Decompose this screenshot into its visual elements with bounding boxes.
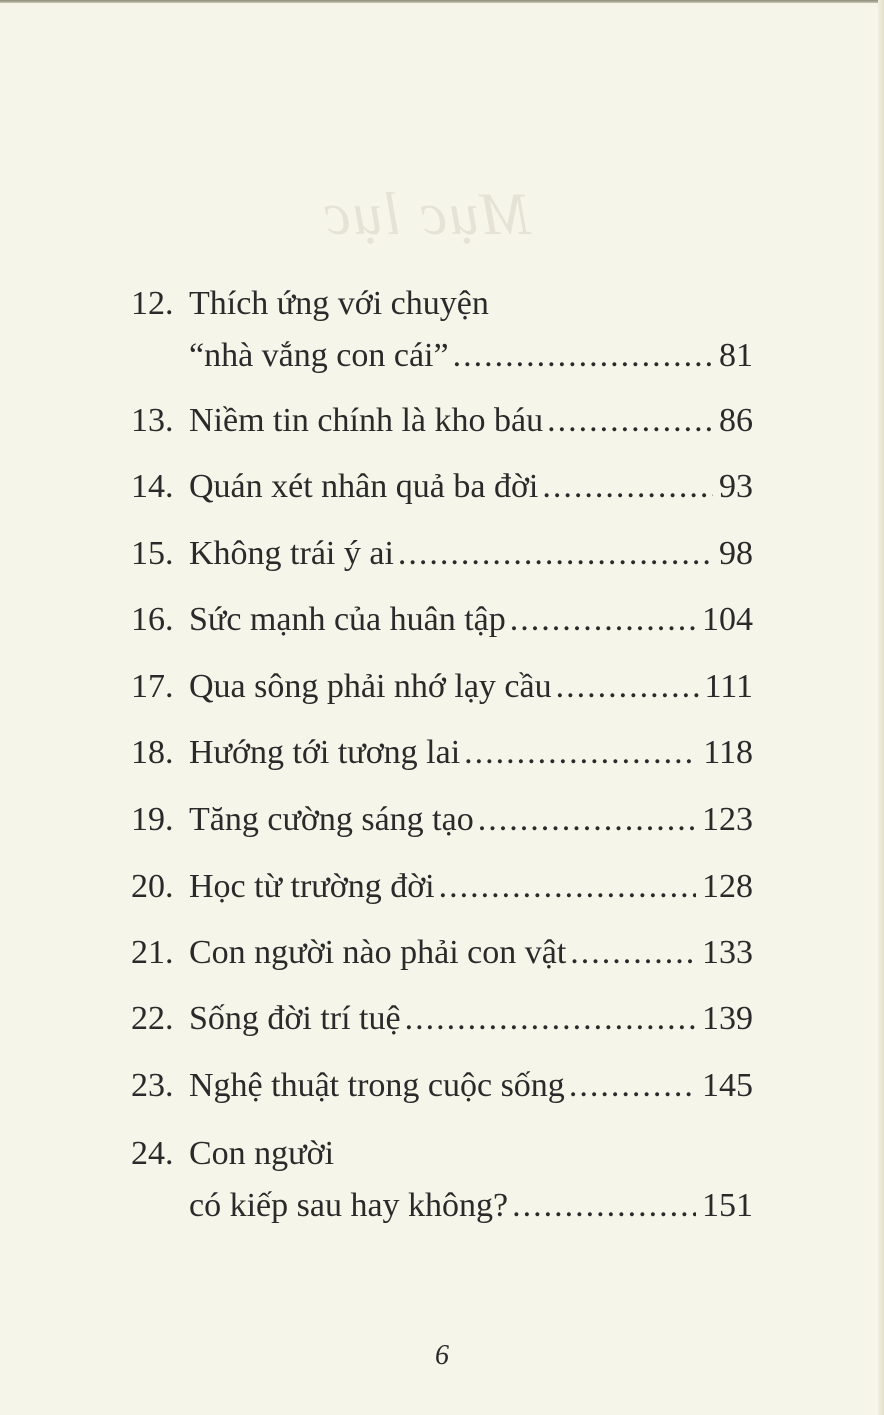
entry-title-continued: “nhà vắng con cái” <box>189 337 449 374</box>
entry-title: Hướng tới tương lai <box>189 734 461 771</box>
dot-leader <box>512 1186 696 1226</box>
entry-title: Tăng cường sáng tạo <box>189 801 474 838</box>
dot-leader <box>569 1066 696 1106</box>
entry-title: Con người nào phải con vật <box>189 934 567 971</box>
toc-entry-18[interactable] <box>131 733 753 773</box>
entry-title: Niềm tin chính là kho báu <box>189 402 544 439</box>
toc-entry-12[interactable] <box>131 284 753 376</box>
dot-leader <box>478 800 696 840</box>
entry-title: Sống đời trí tuệ <box>189 1000 401 1037</box>
entry-title-continued: có kiếp sau hay không? <box>189 1187 509 1224</box>
entry-page: 123 <box>702 801 753 838</box>
entry-title: Học từ trường đời <box>189 868 435 905</box>
dot-leader <box>464 733 697 773</box>
toc-entry-24[interactable] <box>131 1134 753 1226</box>
toc-entry-22[interactable] <box>131 999 753 1039</box>
entry-title: Qua sông phải nhớ lạy cầu <box>189 668 552 705</box>
dot-leader <box>398 534 713 574</box>
entry-page: 86 <box>719 402 753 439</box>
entry-title: Quán xét nhân quả ba đời <box>189 468 539 505</box>
entry-number: 22. <box>131 1000 174 1037</box>
dot-leader <box>405 999 696 1039</box>
dot-leader <box>547 401 713 441</box>
toc-entry-21[interactable] <box>131 933 753 973</box>
entry-page: 118 <box>703 734 753 771</box>
entry-title: Thích ứng với chuyện <box>189 285 489 322</box>
entry-page: 145 <box>702 1067 753 1104</box>
entry-title: Con người <box>189 1135 335 1172</box>
entry-number: 20. <box>131 868 174 905</box>
toc-entry-15[interactable] <box>131 534 753 574</box>
entry-title: Sức mạnh của huân tập <box>189 601 506 638</box>
entry-title: Nghệ thuật trong cuộc sống <box>189 1067 565 1104</box>
entry-page: 111 <box>704 668 753 705</box>
dot-leader <box>453 336 713 376</box>
toc-entry-20[interactable] <box>131 867 753 907</box>
entry-page: 93 <box>719 468 753 505</box>
entry-number: 19. <box>131 801 174 838</box>
page-number: 6 <box>435 1340 449 1371</box>
toc-entry-16[interactable] <box>131 600 753 640</box>
dot-leader <box>542 467 713 507</box>
show-through-heading: Mục lục <box>322 181 531 247</box>
entry-number: 12. <box>131 285 174 322</box>
entry-page: 128 <box>702 868 753 905</box>
entry-number: 24. <box>131 1135 174 1172</box>
entry-page: 81 <box>719 337 753 374</box>
dot-leader <box>439 867 696 907</box>
entry-page: 98 <box>719 535 753 572</box>
entry-number: 23. <box>131 1067 174 1104</box>
toc-entry-23[interactable] <box>131 1066 753 1106</box>
toc-entry-17[interactable] <box>131 667 753 707</box>
entry-number: 17. <box>131 668 174 705</box>
entry-page: 151 <box>702 1187 753 1224</box>
entry-number: 15. <box>131 535 174 572</box>
toc-entry-19[interactable] <box>131 800 753 840</box>
entry-page: 133 <box>702 934 753 971</box>
dot-leader <box>510 600 696 640</box>
toc-entry-14[interactable] <box>131 467 753 507</box>
toc-entry-13[interactable] <box>131 401 753 441</box>
dot-leader <box>556 667 699 707</box>
entry-number: 14. <box>131 468 174 505</box>
entry-number: 13. <box>131 402 174 439</box>
entry-number: 21. <box>131 934 174 971</box>
entry-page: 139 <box>702 1000 753 1037</box>
entry-page: 104 <box>702 601 753 638</box>
dot-leader <box>570 933 696 973</box>
entry-title: Không trái ý ai <box>189 535 394 572</box>
entry-number: 18. <box>131 734 174 771</box>
entry-number: 16. <box>131 601 174 638</box>
